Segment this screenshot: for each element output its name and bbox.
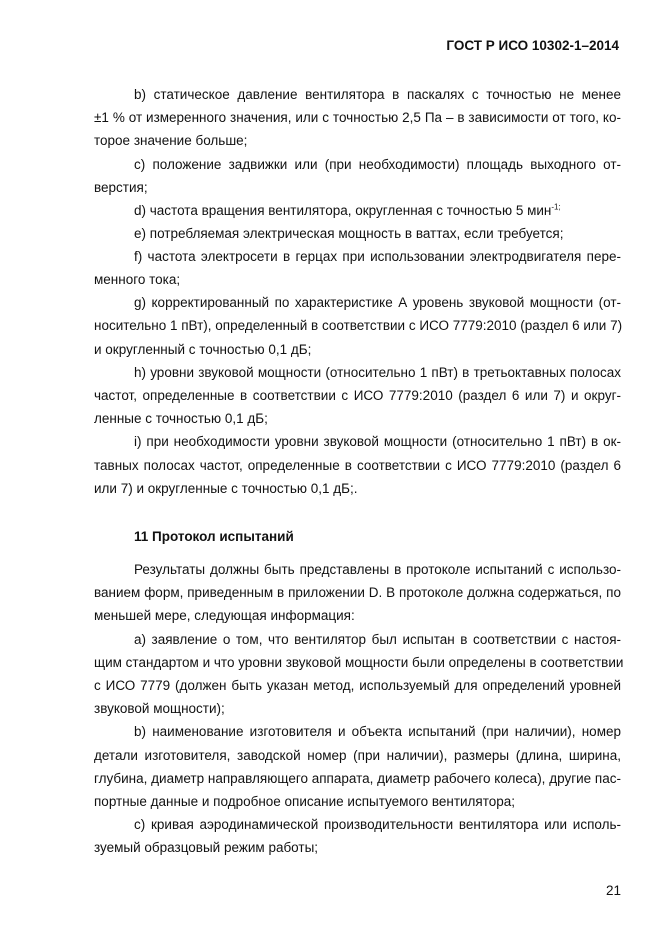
text-line: ванием форм, приведенным в приложении D. В протоколе должна содержаться, по [94,585,621,601]
text-line: f) частота электросети в герцах при использовании электродвигателя пере- [134,248,621,264]
text-line: e) потребляемая электрическая мощность в ваттах, если требуется; [134,225,564,241]
list-block-bottom [94,558,624,859]
text-line: c) кривая аэродинамической производительности вентилятора или исполь- [134,817,621,833]
text-line: с ИСО 7779 (должен быть указан метод, используемый для определений уровней [94,677,621,693]
list-item-d [94,199,621,222]
text-line: тавных полосах частот, определенные в соответствии с ИСО 7779:2010 (раздел 6 [94,457,621,473]
item-d-superscript: -1; [551,202,561,211]
text-line: частот, определенные в соответствии с ИСО 7779:2010 (раздел 6 или 7) и округ- [94,388,621,403]
text-line: i) при необходимости уровни звуковой мощности (относительно 1 пВт) в ок- [134,434,621,450]
text-line: меньшей мере, следующая информация: [94,608,355,624]
page-number: 21 [605,883,621,898]
text-line: верстия; [94,179,148,195]
text-line: и округленный с точностью 0,1 дБ; [94,341,312,357]
section-title: 11 Протокол испытаний [134,529,294,544]
item-d-text: d) частота вращения вентилятора, округленная с точностью 5 мин [134,202,552,218]
list-block-middle [94,222,621,500]
text-line: звуковой мощности); [94,701,225,717]
text-line: b) наименование изготовителя и объекта испытаний (при наличии), номер [134,724,621,740]
text-line: торое значение больше; [94,133,248,149]
text-line: c) положение задвижки или (при необходимости) площадь выходного от- [134,156,621,172]
text-line: портные данные и подробное описание испытуемого вентилятора; [94,793,516,809]
text-line: носительно 1 пВт), определенный в соответствии с ИСО 7779:2010 (раздел 6 или 7) [94,318,623,334]
text-line: ленные с точностью 0,1 дБ; [94,411,268,427]
text-line: щим стандартом и что уровни звуковой мощности были определены в соответствии [94,654,624,670]
text-line: менного тока; [94,272,181,288]
text-line: или 7) и округленные с точностью 0,1 дБ;. [94,480,358,496]
text-line: Результаты должны быть представлены в протоколе испытаний с использо- [134,562,621,577]
text-line: ±1 % от измеренного значения, или с точностью 2,5 Па – в зависимости от того, ко- [94,110,621,126]
list-block-top [94,83,621,199]
text-line: зуемый образцовый режим работы; [94,840,319,856]
text-line: a) заявление о том, что вентилятор был испытан в соответствии с настоя- [134,631,621,647]
text-line: g) корректированный по характеристике А уровень звуковой мощности (от- [134,295,621,311]
section-heading [94,525,621,548]
text-line: детали изготовителя, заводской номер (при наличии), размеры (длина, ширина, [94,747,621,763]
document-header: ГОСТ Р ИСО 10302-1–2014 [446,38,619,53]
text-line: глубина, диаметр направляющего аппарата, диаметр рабочего колеса), другие пас- [94,770,621,786]
text-line: b) статическое давление вентилятора в паскалях с точностью не менее [134,87,621,102]
text-line: h) уровни звуковой мощности (относительно 1 пВт) в третьоктавных полосах [134,364,621,380]
